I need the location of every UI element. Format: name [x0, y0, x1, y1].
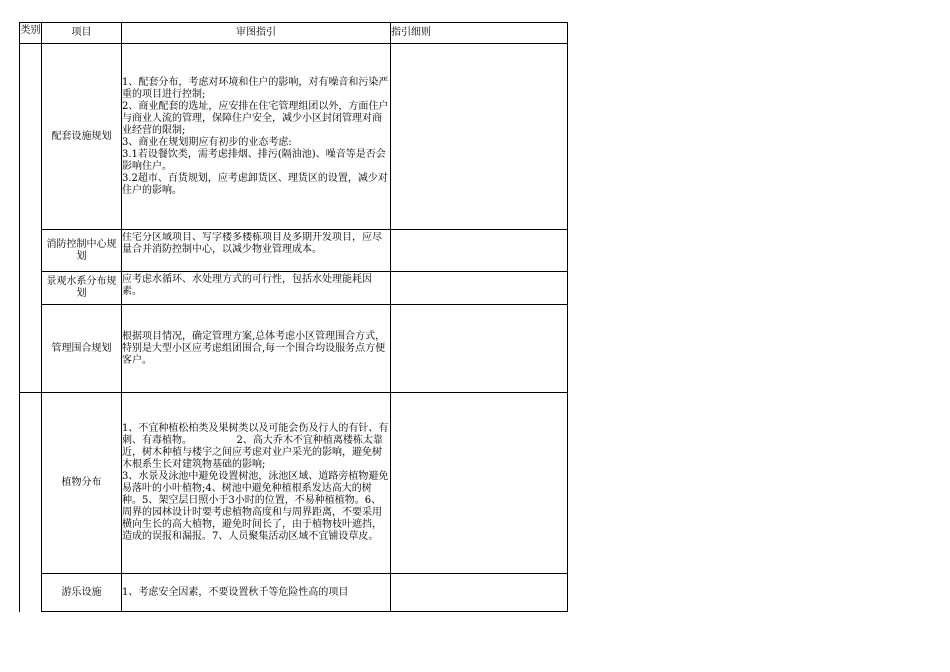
- guide-cell: [122, 230, 391, 272]
- category-cell: [20, 44, 42, 393]
- header-row: [20, 23, 568, 44]
- table-row: [20, 393, 568, 574]
- table-row: [20, 44, 568, 230]
- guide-line: 3.1若设餐饮类，需考虑排烟、排污(隔油池)、噪音等是否会影响住户。: [122, 148, 386, 172]
- guide-line: 1、考虑安全因素，不要设置秋千等危险性高的项目: [122, 586, 349, 598]
- detail-cell: [391, 393, 568, 574]
- item-cell: 管理围合规划: [42, 305, 122, 393]
- guide-cell: [122, 574, 391, 612]
- table-row: [20, 574, 568, 612]
- detail-header: 指引细则: [391, 23, 568, 44]
- detail-cell: [391, 574, 568, 612]
- table-row: [20, 230, 568, 272]
- guideline-table: [19, 22, 568, 612]
- item-cell: 消防控制中心规划: [42, 230, 122, 272]
- guide-cell: [122, 44, 391, 230]
- guide-line: 根据项目情况，确定管理方案,总体考虑小区管理围合方式，特别是大型小区应考虑组团围合,每一个围合均设服务点方便客户。: [122, 330, 386, 366]
- guide-line: 3、商业在规划期应有初步的业态考虑:: [122, 136, 292, 148]
- guide-line: 住宅分区域项目、写字楼多楼栋项目及多期开发项目，应尽量合并消防控制中心，以减少物业管理成本。: [122, 232, 382, 255]
- category-cell: [20, 393, 42, 612]
- guide-cell: [122, 272, 391, 305]
- detail-cell: [391, 272, 568, 305]
- detail-cell: [391, 230, 568, 272]
- item-cell: 景观水系分布规划: [42, 272, 122, 305]
- guide-line: 3、水景及泳池中避免设置树池，泳池区域、道路旁植物避免易落叶的小叶植物;4、树池中避免种植根系发达高大的树种。5、架空层日照小于3小时的位置，不易种植植物。6、周界的园林设计时要考虑植物高度和与周界距离，不要采用横向生长的高大植物，避免时间长了，由于植物枝叶遮挡，造成的误报和漏报。7、人员聚集活动区域不宜铺设草皮。: [122, 471, 389, 542]
- category-header: 类别: [20, 23, 42, 44]
- item-cell: 配套设施规划: [42, 44, 122, 230]
- guide-line: 2、商业配套的选址，应安排在住宅管理组团以外，方面住户与商业人流的管理，保障住户安全，减少小区封闭管理对商业经营的限制;: [122, 100, 389, 136]
- guide-line: 1、不宜种植松柏类及果树类以及可能会伤及行人的有针、有刺、有毒植物。 2、高大乔木不宜种植离楼栋太靠近，树木种植与楼宇之间应考虑对业户采光的影响，避免树木根系生长对建筑物基础的影响;: [122, 423, 389, 470]
- detail-cell: [391, 305, 568, 393]
- table-row: [20, 305, 568, 393]
- item-cell: 游乐设施: [42, 574, 122, 612]
- guide-line: 3.2超市、百货规划，应考虑卸货区、理货区的设置，减少对住户的影响。: [122, 172, 388, 196]
- item-cell: 植物分布: [42, 393, 122, 574]
- guide-cell: [122, 393, 391, 574]
- guide-line: 应考虑水循环、水处理方式的可行性，包括水处理能耗因素。: [122, 274, 372, 297]
- guide-cell: [122, 305, 391, 393]
- guide-header: 审图指引: [122, 23, 391, 44]
- guide-line: 1、配套分布，考虑对环境和住户的影响，对有噪音和污染严重的项目进行控制;: [122, 76, 389, 100]
- table-row: [20, 272, 568, 305]
- detail-cell: [391, 44, 568, 230]
- item-header: 项目: [42, 23, 122, 44]
